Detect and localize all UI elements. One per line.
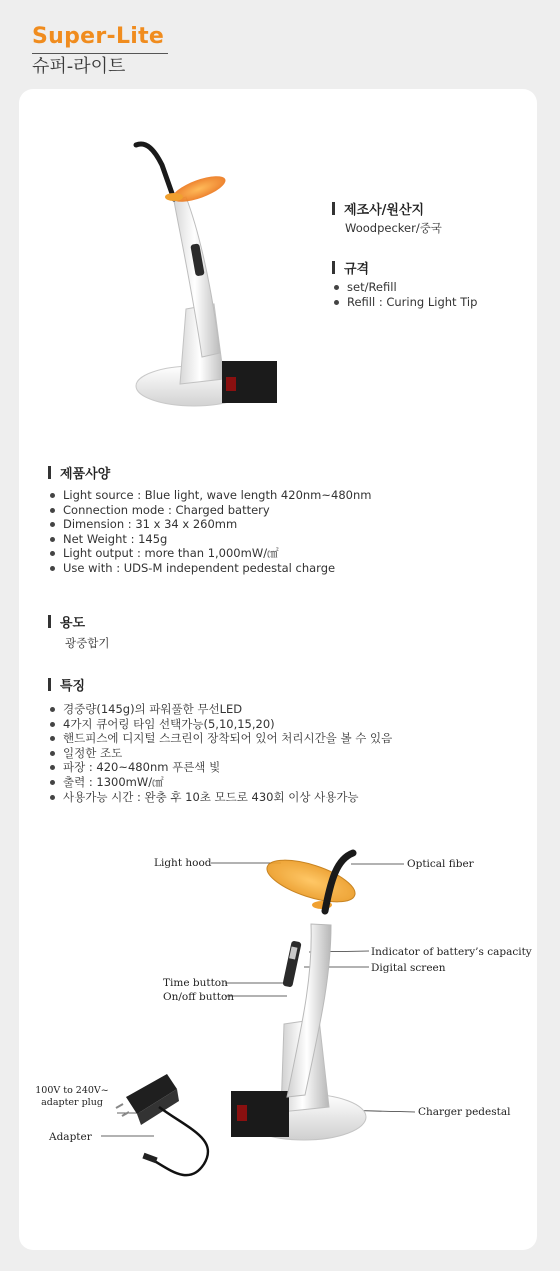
list-item: 파장 : 420~480nm 푸른색 빛	[48, 760, 528, 775]
spec-section	[332, 258, 532, 309]
brand-underline	[32, 53, 168, 54]
list-item: Light output : more than 1,000mW/㎠	[48, 546, 528, 561]
spec-title: 규격	[332, 258, 532, 276]
label-optical-fiber: Optical fiber	[407, 858, 474, 870]
product-spec-title: 제품사양	[48, 463, 528, 481]
list-item: 경중량(145g)의 파워풀한 무선LED	[48, 702, 528, 717]
diagram-illustration	[19, 829, 537, 1229]
usage-value: 광중합기	[65, 636, 110, 650]
list-item: Light source : Blue light, wave length 420nm~480nm	[48, 488, 528, 503]
list-item: 4가지 큐어링 타임 선택가능(5,10,15,20)	[48, 717, 528, 732]
brand-name-ko: 슈퍼-라이트	[32, 56, 126, 77]
product-diagram	[19, 829, 537, 1229]
list-item: 핸드피스에 디지털 스크린이 장착되어 있어 처리시간을 볼 수 있음	[48, 731, 528, 746]
features-title: 특징	[48, 675, 528, 693]
manufacturer-section	[332, 199, 532, 236]
product-spec-list	[48, 488, 528, 576]
features-list	[48, 702, 528, 804]
list-item: set/Refill	[332, 280, 532, 295]
features-section	[48, 675, 528, 804]
label-adapter: Adapter	[49, 1131, 92, 1143]
manufacturer-value: Woodpecker/중국	[345, 221, 442, 235]
spec-list	[332, 280, 532, 309]
usage-title: 용도	[48, 612, 528, 630]
list-item: Connection mode : Charged battery	[48, 503, 528, 518]
brand-name-en: Super-Lite	[32, 24, 165, 49]
label-light-hood: Light hood	[154, 857, 212, 869]
list-item: 출력 : 1300mW/㎠	[48, 775, 528, 790]
label-time-button: Time button	[163, 977, 228, 989]
label-digital-screen: Digital screen	[371, 962, 446, 974]
product-photo	[114, 139, 284, 419]
label-onoff-button: On/off button	[163, 991, 235, 1003]
label-charger-pedestal: Charger pedestal	[418, 1106, 511, 1118]
list-item: Refill : Curing Light Tip	[332, 295, 532, 310]
brand-header	[32, 22, 332, 79]
list-item: Net Weight : 145g	[48, 532, 528, 547]
side-info	[332, 199, 532, 309]
label-battery-indicator: Indicator of battery’s capacity	[371, 946, 532, 958]
list-item: 사용가능 시간 : 완충 후 10초 모드로 430회 이상 사용가능	[48, 790, 528, 805]
label-voltage: 100V to 240V~ adapter plug	[35, 1085, 109, 1108]
usage-section	[48, 612, 528, 651]
list-item: Dimension : 31 x 34 x 260mm	[48, 517, 528, 532]
manufacturer-title: 제조사/원산지	[332, 199, 532, 217]
list-item: 일정한 조도	[48, 746, 528, 761]
list-item: Use with : UDS-M independent pedestal charge	[48, 561, 528, 576]
product-spec-section	[48, 463, 528, 576]
product-card	[19, 89, 537, 1250]
